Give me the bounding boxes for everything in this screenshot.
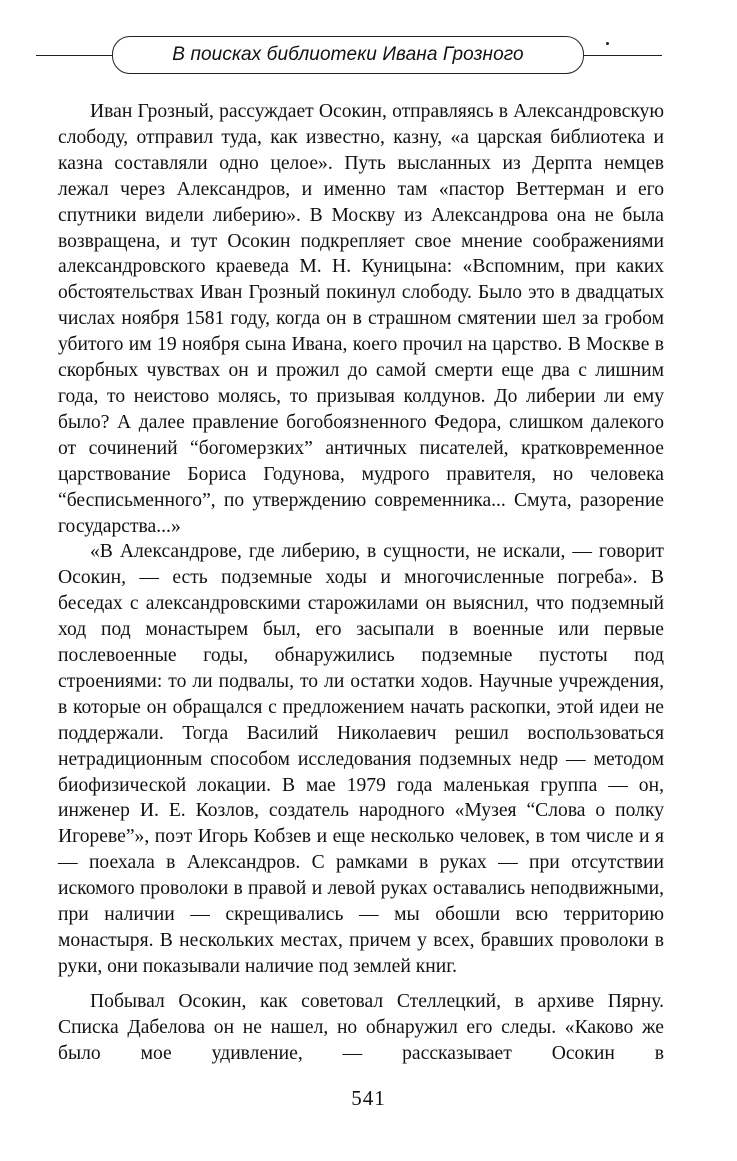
header-dot-ornament — [606, 42, 609, 45]
running-title: В поисках библиотеки Ивана Грозного — [172, 44, 524, 65]
page-number: 541 — [351, 1086, 386, 1110]
paragraph-2: «В Александрове, где либерию, в сущности, не искали, — говорит Осокин, — есть подземные ходы и многочисленные погреба». В беседах с александровскими старожилами он выяснил, что подземный ход под монастырем был, его засыпали в военные или первые послевоенные годы, обнаружились подземные пустоты под строениями: то ли подвалы, то ли остатки ходов. Научные учреждения, в которые он обращался с предложением начать раскопки, этой идеи не поддержали. Тогда Василий Николаевич решил воспользоваться нетрадиционным способом исследования подземных недр — методом биофизической локации. В мае 1979 года маленькая группа — он, инженер И. Е. Козлов, создатель народного «Музея “Слова о полку Игореве”», поэт Игорь Кобзев и еще несколько человек, в том числе и я — поехала в Александров. С рамками в руках — при отсутствии искомого проволоки в правой и левой руках оставались неподвижными, при наличии — скрещивались — мы обошли всю территорию монастыря. В нескольких местах, причем у всех, бравших проволоки в руки, они показывали наличие под землей книг. — [58, 541, 664, 977]
paragraph-3: Побывал Осокин, как советовал Стеллецкий, в архиве Пярну. Списка Дабелова он не нашел, но обнаружил его следы. «Каково же было мое удивление, — рассказывает Осокин в — [58, 990, 664, 1064]
header-rule-right — [584, 55, 662, 56]
running-header — [0, 0, 737, 80]
header-title-frame — [112, 36, 584, 74]
paragraph-gap — [58, 980, 664, 989]
paragraph-1: Иван Грозный, рассуждает Осокин, отправляясь в Александровскую слободу, отправил туда, как известно, казну, «а царская библиотека и казна составляли одно целое». Путь высланных из Дерпта немцев лежал через Александров, и именно там «пастор Веттерман и его спутники видели либерию». В Москву из Александрова она не была возвращена, и тут Осокин подкрепляет свое мнение соображениями александровского краеведа М. Н. Куницына: «Вспомним, при каких обстоятельствах Иван Грозный покинул слободу. Было это в двадцатых числах ноября 1581 году, когда он в страшном смятении шел за гробом убитого им 19 ноября сына Ивана, коего прочил на царство. В Москве в скорбных чувствах он и прожил до самой смерти еще два с лишним года, то неистово молясь, то призывая колдунов. До либерии ли ему было? А далее правление богобоязненного Федора, слишком далекого от сочинений “богомерзких” античных писателей, кратковременное царствование Бориса Годунова, мудрого правителя, но человека “бесписьменного”, по утверждению современника... Смута, разорение государства...» — [58, 101, 664, 537]
page-body — [58, 99, 664, 1067]
header-rule-left — [36, 55, 112, 56]
